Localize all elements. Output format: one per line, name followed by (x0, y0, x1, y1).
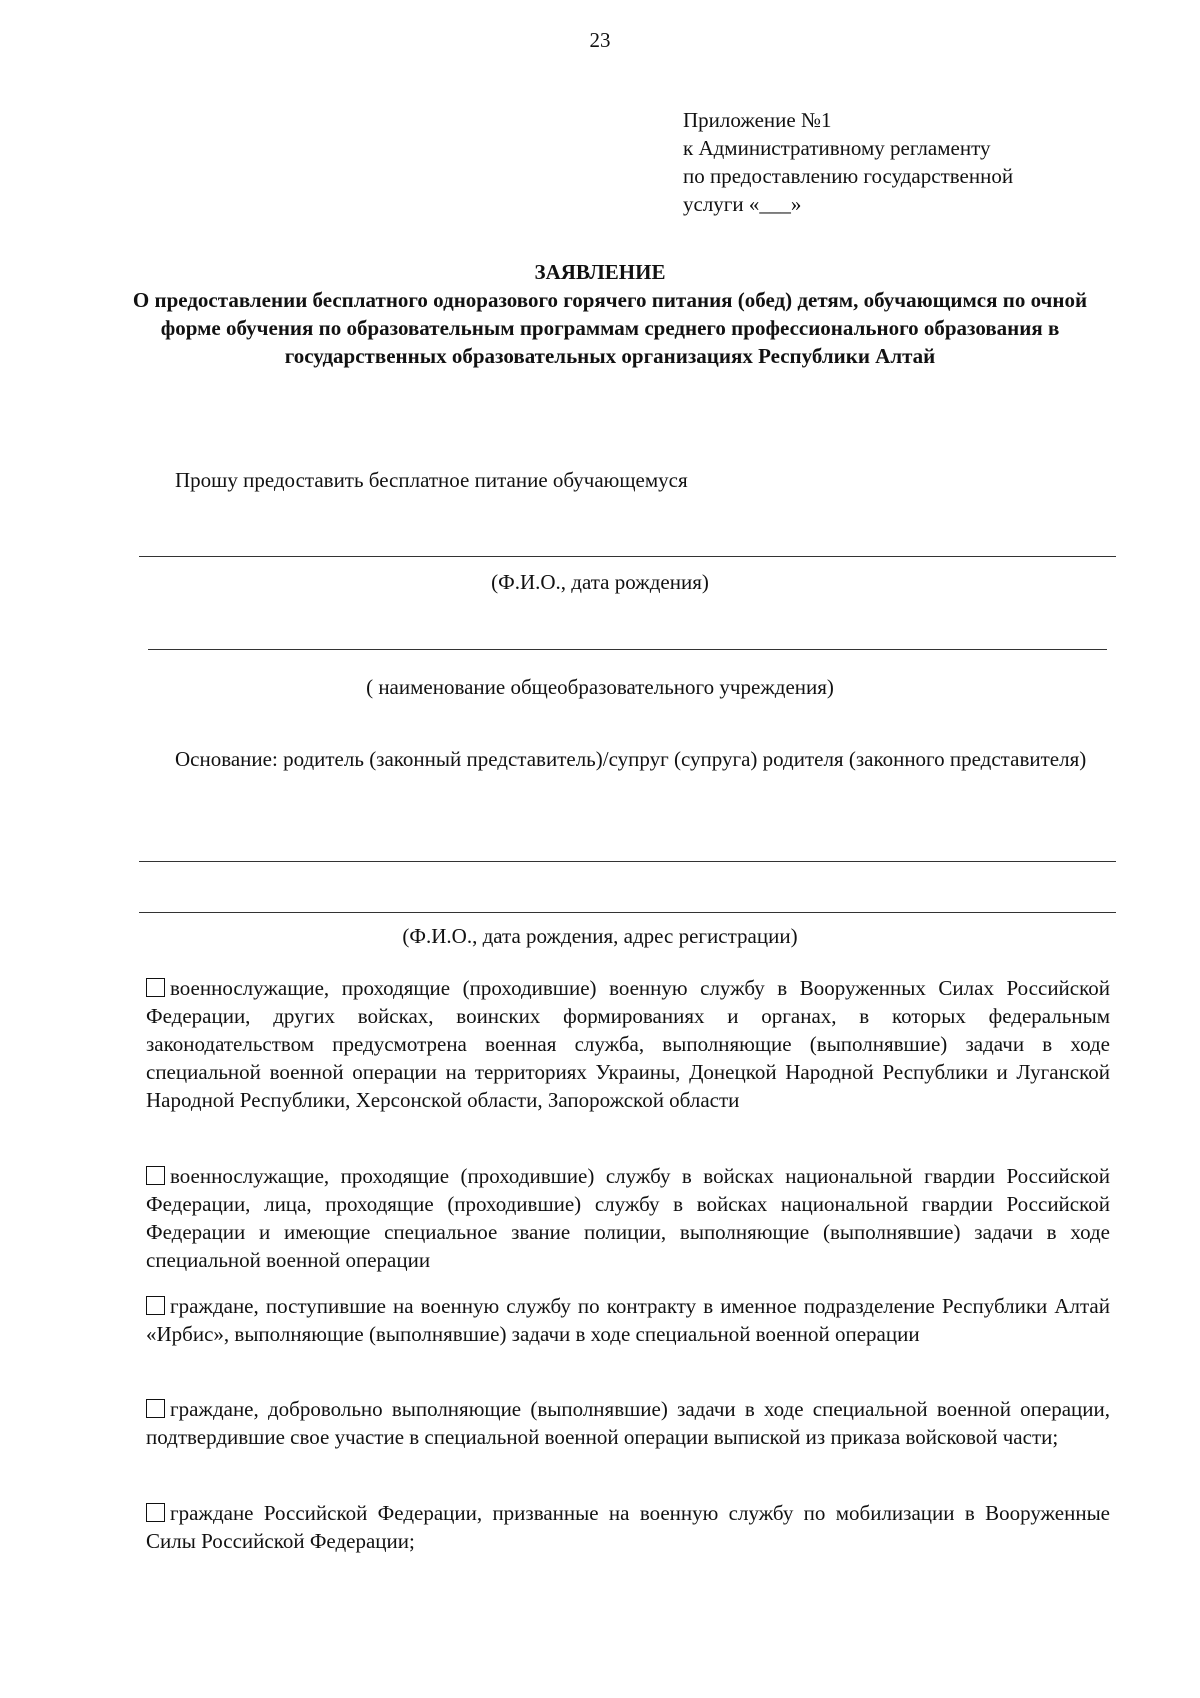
category-text: военнослужащие, проходящие (проходившие) службу в войсках национальной гвардии Российской Федерации, лица, проходящие (проходившие) службу в войсках национальной гвардии Российской Федерации и имеющие специальное звание полиции, выполняющие (выполнявшие) задачи в ходе специальной военной операции (146, 1164, 1110, 1272)
appendix-line: Приложение №1 (683, 108, 832, 132)
appendix-line: к Административному регламенту (683, 136, 991, 160)
parent-name-caption: (Ф.И.О., дата рождения, адрес регистрации) (402, 924, 798, 948)
appendix-line: по предоставлению государственной (683, 164, 1014, 188)
category-item (146, 1395, 1110, 1451)
request-text: Прошу предоставить бесплатное питание обучающемуся (175, 468, 688, 492)
institution-name-line[interactable] (148, 649, 1107, 650)
category-item (146, 1162, 1110, 1274)
category-checkbox[interactable] (146, 1166, 165, 1185)
category-text: граждане, добровольно выполняющие (выполнявшие) задачи в ходе специальной военной операции, подтвердившие свое участие в специальной военной операции выпиской из приказа войсковой части; (146, 1397, 1110, 1449)
category-text: военнослужащие, проходящие (проходившие) военную службу в Вооруженных Силах Российской Федерации, других войсках, воинских формированиях и органах, в которых федеральным законодательством предусмотрена военная служба, выполняющие (выполнявшие) задачи в ходе специальной военной операции на территориях Украины, Донецкой Народной Республики и Луганской Народной Республики, Херсонской области, Запорожской области (146, 976, 1110, 1112)
category-checkbox[interactable] (146, 1296, 165, 1315)
category-item (146, 1499, 1110, 1555)
document-title: ЗАЯВЛЕНИЕ (534, 260, 666, 284)
institution-name-caption: ( наименование общеобразовательного учреждения) (366, 675, 834, 699)
student-name-caption: (Ф.И.О., дата рождения) (491, 570, 709, 594)
parent-name-line-1[interactable] (139, 861, 1116, 862)
student-name-line[interactable] (139, 556, 1116, 557)
document-subtitle: О предоставлении бесплатного одноразового горячего питания (обед) детям, обучающимся по очной форме обучения по образовательным программам среднего профессионального образования в государственных образовательных организациях Республики Алтай (132, 288, 1088, 368)
basis-text: Основание: родитель (законный представитель)/супруг (супруга) родителя (законного представителя) (175, 747, 1087, 771)
parent-name-line-2[interactable] (139, 912, 1116, 913)
category-item (146, 1292, 1110, 1348)
appendix-reference (683, 106, 1163, 218)
category-checkbox[interactable] (146, 978, 165, 997)
category-checkbox[interactable] (146, 1399, 165, 1418)
category-text: граждане Российской Федерации, призванные на военную службу по мобилизации в Вооруженные Силы Российской Федерации; (146, 1501, 1110, 1553)
category-item (146, 974, 1110, 1114)
page-number: 23 (589, 28, 611, 52)
appendix-line: услуги «___» (683, 192, 802, 216)
category-checkbox[interactable] (146, 1503, 165, 1522)
category-text: граждане, поступившие на военную службу по контракту в именное подразделение Республики Алтай «Ирбис», выполняющие (выполнявшие) задачи в ходе специальной военной операции (146, 1294, 1110, 1346)
